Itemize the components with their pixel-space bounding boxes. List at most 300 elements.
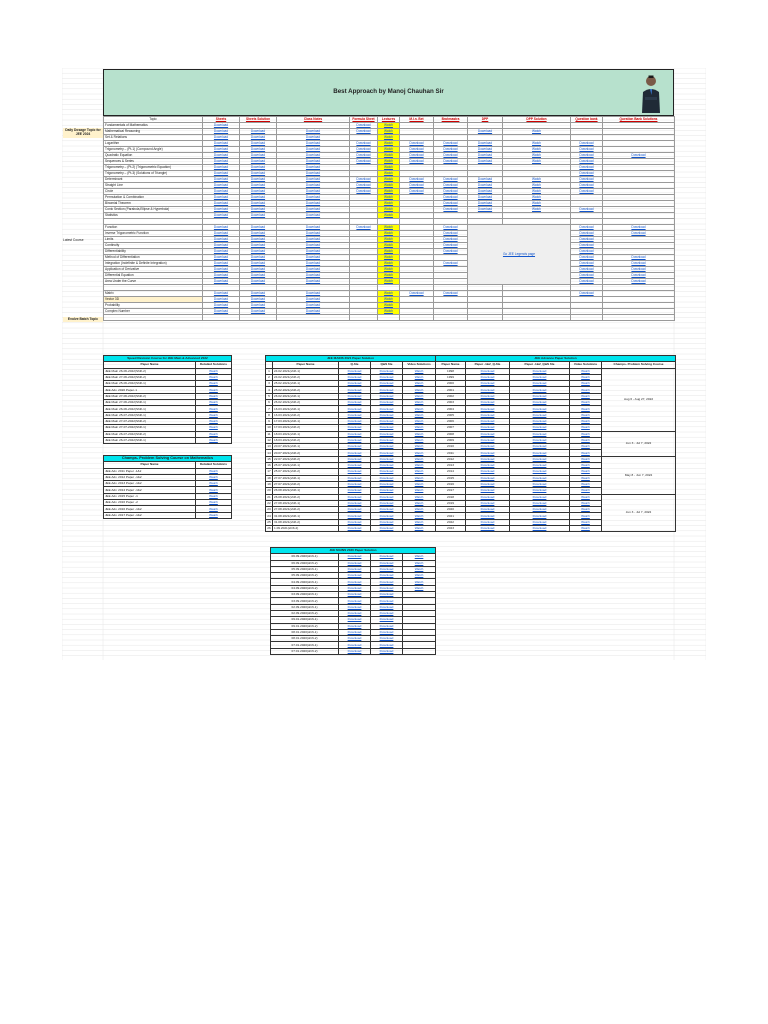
- download-link[interactable]: Download: [371, 610, 403, 616]
- download-link[interactable]: Download: [434, 291, 468, 297]
- download-link[interactable]: Download: [203, 141, 240, 147]
- download-link[interactable]: Download: [371, 573, 403, 579]
- download-link[interactable]: Download: [203, 261, 240, 267]
- download-link[interactable]: Download: [240, 237, 277, 243]
- download-link[interactable]: Download: [571, 147, 603, 153]
- watch-link[interactable]: Watch: [196, 493, 232, 499]
- download-link[interactable]: Download: [371, 456, 403, 462]
- download-link[interactable]: Download: [339, 437, 371, 443]
- watch-link[interactable]: Watch: [503, 195, 571, 201]
- download-link[interactable]: Download: [277, 303, 350, 309]
- watch-link[interactable]: Watch: [570, 393, 602, 399]
- download-link[interactable]: Download: [400, 153, 434, 159]
- watch-link[interactable]: Watch: [570, 374, 602, 380]
- download-link[interactable]: Download: [400, 159, 434, 165]
- watch-link[interactable]: Watch: [403, 406, 436, 412]
- watch-link[interactable]: Watch: [570, 469, 602, 475]
- watch-link[interactable]: Watch: [503, 141, 571, 147]
- download-link[interactable]: Download: [240, 165, 277, 171]
- download-link[interactable]: Download: [203, 177, 240, 183]
- watch-link[interactable]: Watch: [403, 469, 436, 475]
- download-link[interactable]: Download: [277, 309, 350, 315]
- download-link[interactable]: Download: [371, 469, 403, 475]
- watch-link[interactable]: Watch: [378, 297, 400, 303]
- download-link[interactable]: Download: [510, 387, 570, 393]
- download-link[interactable]: Download: [466, 507, 510, 513]
- watch-link[interactable]: Watch: [403, 368, 436, 374]
- download-link[interactable]: Download: [371, 636, 403, 642]
- watch-link[interactable]: Watch: [378, 291, 400, 297]
- watch-link[interactable]: Watch: [570, 406, 602, 412]
- download-link[interactable]: Download: [371, 412, 403, 418]
- download-link[interactable]: Download: [203, 291, 240, 297]
- download-link[interactable]: Download: [466, 393, 510, 399]
- download-link[interactable]: Download: [510, 444, 570, 450]
- download-link[interactable]: Download: [339, 629, 371, 635]
- download-link[interactable]: Download: [466, 425, 510, 431]
- download-link[interactable]: Download: [339, 519, 371, 525]
- download-link[interactable]: Download: [203, 237, 240, 243]
- watch-link[interactable]: Watch: [378, 129, 400, 135]
- download-link[interactable]: Download: [466, 488, 510, 494]
- download-link[interactable]: Download: [434, 243, 468, 249]
- download-link[interactable]: Download: [203, 159, 240, 165]
- download-link[interactable]: Download: [339, 566, 371, 572]
- watch-link[interactable]: Watch: [503, 147, 571, 153]
- download-link[interactable]: Download: [466, 400, 510, 406]
- download-link[interactable]: Download: [240, 153, 277, 159]
- download-link[interactable]: Download: [571, 279, 603, 285]
- download-link[interactable]: Download: [468, 195, 503, 201]
- download-link[interactable]: Download: [468, 201, 503, 207]
- download-link[interactable]: Download: [510, 481, 570, 487]
- download-link[interactable]: Download: [571, 177, 603, 183]
- download-link[interactable]: Download: [277, 207, 350, 213]
- download-link[interactable]: Download: [339, 418, 371, 424]
- watch-link[interactable]: Watch: [403, 400, 436, 406]
- download-link[interactable]: Download: [510, 374, 570, 380]
- download-link[interactable]: Download: [240, 201, 277, 207]
- download-link[interactable]: Download: [240, 231, 277, 237]
- download-link[interactable]: Download: [371, 393, 403, 399]
- download-link[interactable]: Download: [510, 456, 570, 462]
- download-link[interactable]: Download: [240, 243, 277, 249]
- download-link[interactable]: Download: [466, 513, 510, 519]
- download-link[interactable]: Download: [400, 147, 434, 153]
- download-link[interactable]: Download: [468, 153, 503, 159]
- watch-link[interactable]: Watch: [503, 159, 571, 165]
- download-link[interactable]: Download: [571, 159, 603, 165]
- download-link[interactable]: Download: [203, 255, 240, 261]
- download-link[interactable]: Download: [371, 617, 403, 623]
- watch-link[interactable]: Watch: [570, 450, 602, 456]
- watch-link[interactable]: Watch: [403, 463, 436, 469]
- download-link[interactable]: Download: [466, 481, 510, 487]
- watch-link[interactable]: Watch: [570, 425, 602, 431]
- download-link[interactable]: Download: [203, 183, 240, 189]
- download-link[interactable]: Download: [468, 189, 503, 195]
- download-link[interactable]: Download: [434, 147, 468, 153]
- download-link[interactable]: Download: [468, 183, 503, 189]
- download-link[interactable]: Download: [350, 183, 378, 189]
- download-link[interactable]: Download: [339, 604, 371, 610]
- download-link[interactable]: Download: [339, 526, 371, 532]
- download-link[interactable]: Download: [571, 231, 603, 237]
- watch-link[interactable]: Watch: [196, 437, 232, 443]
- download-link[interactable]: Download: [339, 412, 371, 418]
- download-link[interactable]: Download: [466, 456, 510, 462]
- download-link[interactable]: Download: [603, 255, 675, 261]
- download-link[interactable]: Download: [277, 249, 350, 255]
- download-link[interactable]: Download: [371, 629, 403, 635]
- download-link[interactable]: Download: [434, 201, 468, 207]
- download-link[interactable]: Download: [277, 291, 350, 297]
- watch-link[interactable]: Watch: [378, 207, 400, 213]
- download-link[interactable]: Download: [510, 437, 570, 443]
- download-link[interactable]: Download: [468, 141, 503, 147]
- download-link[interactable]: Download: [571, 183, 603, 189]
- watch-link[interactable]: Watch: [378, 309, 400, 315]
- download-link[interactable]: Download: [510, 393, 570, 399]
- download-link[interactable]: Download: [571, 141, 603, 147]
- download-link[interactable]: Download: [339, 456, 371, 462]
- download-link[interactable]: Download: [203, 231, 240, 237]
- download-link[interactable]: Download: [339, 425, 371, 431]
- download-link[interactable]: Download: [603, 231, 675, 237]
- download-link[interactable]: Download: [434, 195, 468, 201]
- download-link[interactable]: Download: [510, 494, 570, 500]
- watch-link[interactable]: Watch: [570, 481, 602, 487]
- download-link[interactable]: Download: [510, 381, 570, 387]
- download-link[interactable]: Download: [571, 225, 603, 231]
- watch-link[interactable]: Watch: [378, 273, 400, 279]
- download-link[interactable]: Download: [571, 153, 603, 159]
- download-link[interactable]: Download: [277, 243, 350, 249]
- watch-link[interactable]: Watch: [570, 526, 602, 532]
- download-link[interactable]: Download: [339, 374, 371, 380]
- watch-link[interactable]: Watch: [570, 368, 602, 374]
- download-link[interactable]: Download: [339, 507, 371, 513]
- watch-link[interactable]: Watch: [403, 381, 436, 387]
- watch-link[interactable]: Watch: [570, 463, 602, 469]
- download-link[interactable]: Download: [371, 513, 403, 519]
- download-link[interactable]: Download: [434, 261, 468, 267]
- download-link[interactable]: Download: [350, 153, 378, 159]
- download-link[interactable]: Download: [371, 592, 403, 598]
- watch-link[interactable]: Watch: [570, 456, 602, 462]
- download-link[interactable]: Download: [466, 437, 510, 443]
- download-link[interactable]: Download: [277, 201, 350, 207]
- download-link[interactable]: Download: [339, 623, 371, 629]
- watch-link[interactable]: Watch: [403, 519, 436, 525]
- watch-link[interactable]: Watch: [403, 573, 436, 579]
- watch-link[interactable]: Watch: [403, 494, 436, 500]
- download-link[interactable]: Download: [510, 475, 570, 481]
- download-link[interactable]: Download: [240, 207, 277, 213]
- download-link[interactable]: Download: [571, 243, 603, 249]
- download-link[interactable]: Download: [277, 177, 350, 183]
- download-link[interactable]: Download: [434, 189, 468, 195]
- download-link[interactable]: Download: [371, 368, 403, 374]
- download-link[interactable]: Download: [603, 261, 675, 267]
- watch-link[interactable]: Watch: [570, 418, 602, 424]
- watch-link[interactable]: Watch: [403, 431, 436, 437]
- download-link[interactable]: Download: [468, 159, 503, 165]
- watch-link[interactable]: Watch: [378, 159, 400, 165]
- watch-link[interactable]: Watch: [378, 231, 400, 237]
- download-link[interactable]: Download: [510, 500, 570, 506]
- download-link[interactable]: Download: [240, 141, 277, 147]
- watch-link[interactable]: Watch: [196, 400, 232, 406]
- download-link[interactable]: Download: [400, 183, 434, 189]
- download-link[interactable]: Download: [466, 500, 510, 506]
- download-link[interactable]: Download: [571, 261, 603, 267]
- download-link[interactable]: Download: [571, 165, 603, 171]
- download-link[interactable]: Download: [339, 573, 371, 579]
- download-link[interactable]: Download: [277, 195, 350, 201]
- watch-link[interactable]: Watch: [196, 506, 232, 512]
- download-link[interactable]: Download: [371, 381, 403, 387]
- watch-link[interactable]: Watch: [196, 406, 232, 412]
- download-link[interactable]: Download: [240, 135, 277, 141]
- watch-link[interactable]: Watch: [570, 513, 602, 519]
- download-link[interactable]: Download: [203, 279, 240, 285]
- watch-link[interactable]: Watch: [378, 255, 400, 261]
- download-link[interactable]: Download: [240, 309, 277, 315]
- download-link[interactable]: Download: [468, 147, 503, 153]
- download-link[interactable]: Download: [339, 579, 371, 585]
- download-link[interactable]: Download: [466, 526, 510, 532]
- download-link[interactable]: Download: [203, 171, 240, 177]
- download-link[interactable]: Download: [203, 165, 240, 171]
- download-link[interactable]: Download: [510, 406, 570, 412]
- download-link[interactable]: Download: [240, 273, 277, 279]
- watch-link[interactable]: Watch: [503, 177, 571, 183]
- download-link[interactable]: Download: [371, 585, 403, 591]
- watch-link[interactable]: Watch: [403, 444, 436, 450]
- download-link[interactable]: Download: [571, 189, 603, 195]
- download-link[interactable]: Download: [603, 279, 675, 285]
- download-link[interactable]: Download: [339, 475, 371, 481]
- watch-link[interactable]: Watch: [570, 381, 602, 387]
- download-link[interactable]: Download: [339, 368, 371, 374]
- download-link[interactable]: Download: [203, 309, 240, 315]
- download-link[interactable]: Download: [571, 237, 603, 243]
- watch-link[interactable]: Watch: [403, 450, 436, 456]
- watch-link[interactable]: Watch: [403, 418, 436, 424]
- download-link[interactable]: Download: [240, 129, 277, 135]
- download-link[interactable]: Download: [350, 147, 378, 153]
- download-link[interactable]: Download: [339, 431, 371, 437]
- download-link[interactable]: Download: [466, 463, 510, 469]
- download-link[interactable]: Download: [371, 623, 403, 629]
- download-link[interactable]: Download: [277, 189, 350, 195]
- download-link[interactable]: Download: [466, 475, 510, 481]
- download-link[interactable]: Download: [510, 507, 570, 513]
- watch-link[interactable]: Watch: [570, 500, 602, 506]
- watch-link[interactable]: Watch: [196, 387, 232, 393]
- download-link[interactable]: Download: [468, 177, 503, 183]
- download-link[interactable]: Download: [240, 291, 277, 297]
- download-link[interactable]: Download: [371, 444, 403, 450]
- download-link[interactable]: Download: [466, 412, 510, 418]
- download-link[interactable]: Download: [510, 526, 570, 532]
- download-link[interactable]: Download: [277, 171, 350, 177]
- download-link[interactable]: Download: [240, 225, 277, 231]
- download-link[interactable]: Download: [277, 135, 350, 141]
- watch-link[interactable]: Watch: [378, 261, 400, 267]
- download-link[interactable]: Download: [277, 141, 350, 147]
- download-link[interactable]: Download: [339, 488, 371, 494]
- download-link[interactable]: Download: [571, 291, 603, 297]
- watch-link[interactable]: Watch: [378, 201, 400, 207]
- download-link[interactable]: Download: [240, 189, 277, 195]
- watch-link[interactable]: Watch: [196, 368, 232, 374]
- download-link[interactable]: Download: [203, 147, 240, 153]
- download-link[interactable]: Download: [371, 463, 403, 469]
- download-link[interactable]: Download: [339, 610, 371, 616]
- download-link[interactable]: Download: [203, 249, 240, 255]
- download-link[interactable]: Download: [203, 303, 240, 309]
- watch-link[interactable]: Watch: [378, 267, 400, 273]
- download-link[interactable]: Download: [371, 431, 403, 437]
- download-link[interactable]: Download: [400, 177, 434, 183]
- download-link[interactable]: Download: [203, 297, 240, 303]
- download-link[interactable]: Download: [468, 129, 503, 135]
- download-link[interactable]: Download: [240, 147, 277, 153]
- watch-link[interactable]: Watch: [196, 381, 232, 387]
- watch-link[interactable]: Watch: [403, 554, 436, 560]
- download-link[interactable]: Download: [203, 189, 240, 195]
- download-link[interactable]: Download: [434, 237, 468, 243]
- legends-page-link[interactable]: Go JEE Legends page: [502, 252, 536, 256]
- download-link[interactable]: Download: [603, 267, 675, 273]
- download-link[interactable]: Download: [603, 273, 675, 279]
- download-link[interactable]: Download: [468, 207, 503, 213]
- download-link[interactable]: Download: [240, 279, 277, 285]
- download-link[interactable]: Download: [466, 431, 510, 437]
- watch-link[interactable]: Watch: [503, 207, 571, 213]
- watch-link[interactable]: Watch: [570, 412, 602, 418]
- watch-link[interactable]: Watch: [378, 177, 400, 183]
- download-link[interactable]: Download: [510, 412, 570, 418]
- watch-link[interactable]: Watch: [403, 488, 436, 494]
- watch-link[interactable]: Watch: [378, 195, 400, 201]
- watch-link[interactable]: Watch: [378, 165, 400, 171]
- download-link[interactable]: Download: [339, 592, 371, 598]
- download-link[interactable]: Download: [571, 273, 603, 279]
- watch-link[interactable]: Watch: [403, 393, 436, 399]
- watch-link[interactable]: Watch: [196, 474, 232, 480]
- download-link[interactable]: Download: [339, 636, 371, 642]
- download-link[interactable]: Download: [240, 177, 277, 183]
- download-link[interactable]: Download: [277, 147, 350, 153]
- download-link[interactable]: Download: [339, 648, 371, 654]
- download-link[interactable]: Download: [339, 381, 371, 387]
- download-link[interactable]: Download: [339, 400, 371, 406]
- watch-link[interactable]: Watch: [403, 475, 436, 481]
- download-link[interactable]: Download: [339, 463, 371, 469]
- download-link[interactable]: Download: [371, 507, 403, 513]
- download-link[interactable]: Download: [434, 141, 468, 147]
- download-link[interactable]: Download: [339, 450, 371, 456]
- watch-link[interactable]: Watch: [503, 153, 571, 159]
- download-link[interactable]: Download: [203, 225, 240, 231]
- download-link[interactable]: Download: [277, 273, 350, 279]
- download-link[interactable]: Download: [510, 450, 570, 456]
- download-link[interactable]: Download: [339, 617, 371, 623]
- watch-link[interactable]: Watch: [570, 400, 602, 406]
- download-link[interactable]: Download: [571, 171, 603, 177]
- download-link[interactable]: Download: [400, 291, 434, 297]
- download-link[interactable]: Download: [371, 425, 403, 431]
- download-link[interactable]: Download: [466, 374, 510, 380]
- watch-link[interactable]: Watch: [378, 171, 400, 177]
- watch-link[interactable]: Watch: [570, 475, 602, 481]
- download-link[interactable]: Download: [434, 153, 468, 159]
- watch-link[interactable]: Watch: [196, 487, 232, 493]
- download-link[interactable]: Download: [510, 425, 570, 431]
- watch-link[interactable]: Watch: [403, 456, 436, 462]
- download-link[interactable]: Download: [203, 207, 240, 213]
- download-link[interactable]: Download: [371, 475, 403, 481]
- download-link[interactable]: Download: [371, 450, 403, 456]
- download-link[interactable]: Download: [371, 418, 403, 424]
- download-link[interactable]: Download: [240, 255, 277, 261]
- download-link[interactable]: Download: [277, 183, 350, 189]
- download-link[interactable]: Download: [350, 123, 378, 129]
- watch-link[interactable]: Watch: [403, 425, 436, 431]
- download-link[interactable]: Download: [371, 598, 403, 604]
- download-link[interactable]: Download: [466, 381, 510, 387]
- download-link[interactable]: Download: [371, 494, 403, 500]
- watch-link[interactable]: Watch: [403, 526, 436, 532]
- download-link[interactable]: Download: [510, 488, 570, 494]
- watch-link[interactable]: Watch: [503, 189, 571, 195]
- watch-link[interactable]: Watch: [403, 387, 436, 393]
- download-link[interactable]: Download: [240, 213, 277, 219]
- download-link[interactable]: Download: [510, 368, 570, 374]
- download-link[interactable]: Download: [434, 249, 468, 255]
- download-link[interactable]: Download: [277, 129, 350, 135]
- download-link[interactable]: Download: [371, 406, 403, 412]
- download-link[interactable]: Download: [371, 387, 403, 393]
- watch-link[interactable]: Watch: [570, 387, 602, 393]
- download-link[interactable]: Download: [339, 513, 371, 519]
- watch-link[interactable]: Watch: [403, 412, 436, 418]
- download-link[interactable]: Download: [466, 387, 510, 393]
- download-link[interactable]: Download: [371, 554, 403, 560]
- watch-link[interactable]: Watch: [570, 431, 602, 437]
- download-link[interactable]: Download: [350, 225, 378, 231]
- download-link[interactable]: Download: [203, 243, 240, 249]
- download-link[interactable]: Download: [371, 604, 403, 610]
- watch-link[interactable]: Watch: [403, 513, 436, 519]
- download-link[interactable]: Download: [277, 267, 350, 273]
- watch-link[interactable]: Watch: [196, 425, 232, 431]
- download-link[interactable]: Download: [466, 469, 510, 475]
- watch-link[interactable]: Watch: [403, 437, 436, 443]
- download-link[interactable]: Download: [510, 469, 570, 475]
- download-link[interactable]: Download: [571, 255, 603, 261]
- download-link[interactable]: Download: [350, 129, 378, 135]
- download-link[interactable]: Download: [371, 374, 403, 380]
- download-link[interactable]: Download: [339, 598, 371, 604]
- download-link[interactable]: Download: [434, 225, 468, 231]
- download-link[interactable]: Download: [466, 418, 510, 424]
- download-link[interactable]: Download: [277, 255, 350, 261]
- download-link[interactable]: Download: [371, 519, 403, 525]
